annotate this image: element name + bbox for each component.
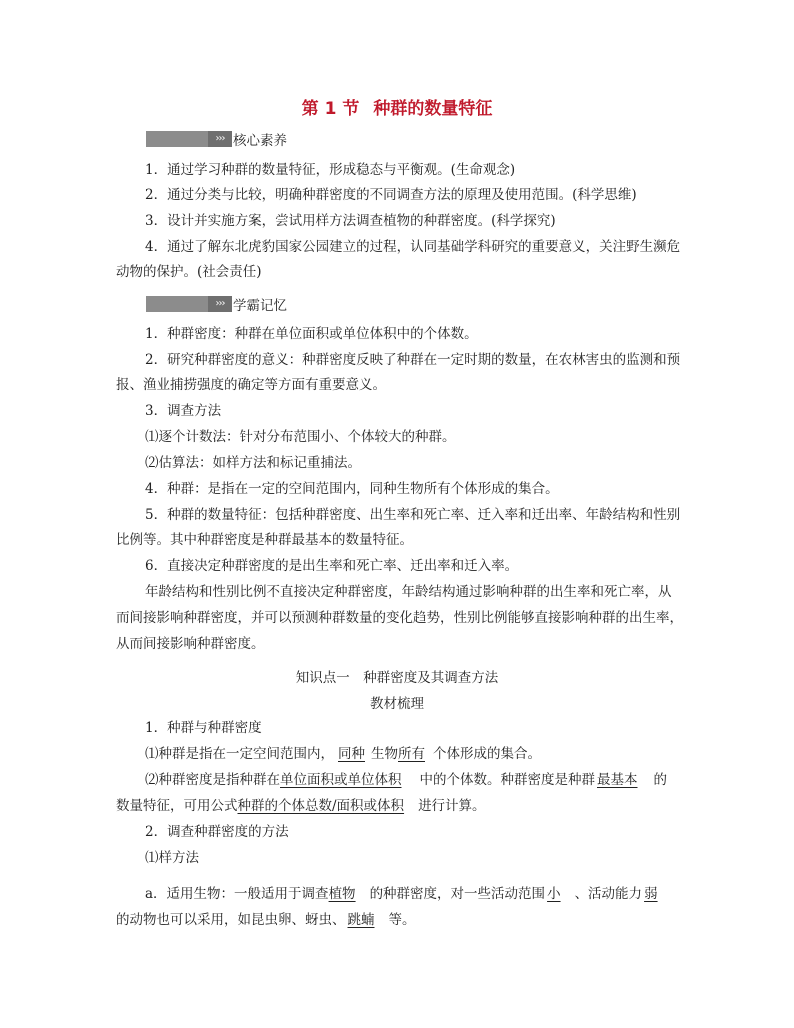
core-item: 3．设计并实施方案，尝试用样方法调查植物的种群密度。(科学探究) — [145, 213, 556, 229]
knowledge-heading: 知识点一 种群密度及其调查方法 — [295, 670, 499, 686]
fill-blank: 弱 — [644, 886, 658, 902]
memory-item: 而间接影响种群密度，并可以预测种群数量的变化趋势，性别比例能够直接影响种群的出生率， — [116, 610, 683, 626]
fill-blank: 种群的个体总数/面积或体积 — [237, 798, 405, 814]
knowledge-paragraph: 数量特征，可用公式种群的个体总数/面积或体积 进行计算。 — [116, 798, 486, 814]
core-item: 1．通过学习种群的数量特征，形成稳态与平衡观。(生命观念) — [145, 162, 516, 178]
knowledge-paragraph: 的动物也可以采用，如昆虫卵、蚜虫、 跳蝻 等。 — [116, 912, 416, 928]
memory-item: 年龄结构和性别比例不直接决定种群密度，年龄结构通过影响种群的出生率和死亡率，从 — [145, 584, 672, 600]
knowledge-paragraph: ⑴种群是指在一定空间范围内， 同种 生物所有 个体形成的集合。 — [145, 746, 541, 762]
memory-item: 比例等。其中种群密度是种群最基本的数量特征。 — [116, 532, 413, 548]
core-item: 动物的保护。(社会责任) — [116, 264, 262, 280]
memory-item: 5．种群的数量特征：包括种群密度、出生率和死亡率、迁入率和迁出率、年龄结构和性别 — [145, 507, 681, 523]
memory-item: 报、渔业捕捞强度的确定等方面有重要意义。 — [116, 377, 386, 393]
memory-item: 6．直接决定种群密度的是出生率和死亡率、迁出率和迁入率。 — [145, 558, 519, 574]
memory-item: 从而间接影响种群密度。 — [116, 636, 265, 652]
page-title — [0, 94, 794, 119]
fill-blank: 植物 — [328, 886, 356, 902]
knowledge-paragraph: ⑵种群密度是指种群在单位面积或单位体积 中的个体数。种群密度是种群 最基本 的 — [145, 772, 667, 788]
core-competency-tag — [146, 131, 287, 147]
tag-label: 学霸记忆 — [233, 298, 287, 314]
core-item: 4．通过了解东北虎豹国家公园建立的过程，认同基础学科研究的重要意义，关注野生濒危 — [145, 239, 681, 255]
memory-item: 3．调查方法 — [145, 403, 222, 419]
knowledge-paragraph: a．适用生物：一般适用于调查植物 的种群密度，对一些活动范围 小 、活动能力 弱 — [145, 884, 672, 904]
fill-blank: 小 — [547, 886, 561, 902]
section-name: 种群的数量特征 — [373, 99, 493, 119]
core-item: 2．通过分类与比较，明确种群密度的不同调查方法的原理及使用范围。(科学思维) — [145, 187, 637, 203]
fill-blank: 同种 — [338, 746, 365, 762]
knowledge-subheading: 教材梳理 — [370, 696, 424, 712]
tag-bar — [146, 296, 208, 312]
fill-blank: 所有 — [398, 746, 425, 762]
memory-item: 4．种群：是指在一定的空间范围内，同种生物所有个体形成的集合。 — [145, 481, 559, 497]
memory-item: 1．种群密度：种群在单位面积或单位体积中的个体数。 — [145, 326, 478, 342]
knowledge-section: ⑴样方法 — [145, 850, 199, 866]
memory-tag — [146, 296, 287, 312]
tag-label: 核心素养 — [233, 133, 287, 149]
chevrons-icon: ››› — [208, 296, 232, 312]
memory-item: ⑴逐个计数法：针对分布范围小、个体较大的种群。 — [145, 429, 456, 445]
fill-blank: 最基本 — [597, 772, 638, 788]
section-number: 第 1 节 — [301, 99, 360, 119]
chevrons-icon: ››› — [208, 131, 232, 147]
memory-item: ⑵估算法：如样方法和标记重捕法。 — [145, 455, 361, 471]
knowledge-section: 1．种群与种群密度 — [145, 720, 262, 736]
knowledge-section: 2．调查种群密度的方法 — [145, 824, 289, 840]
fill-blank: 单位面积或单位体积 — [280, 772, 402, 788]
fill-blank: 跳蝻 — [347, 912, 375, 928]
memory-item: 2．研究种群密度的意义：种群密度反映了种群在一定时期的数量，在农林害虫的监测和预 — [145, 352, 681, 368]
tag-bar — [146, 131, 208, 147]
